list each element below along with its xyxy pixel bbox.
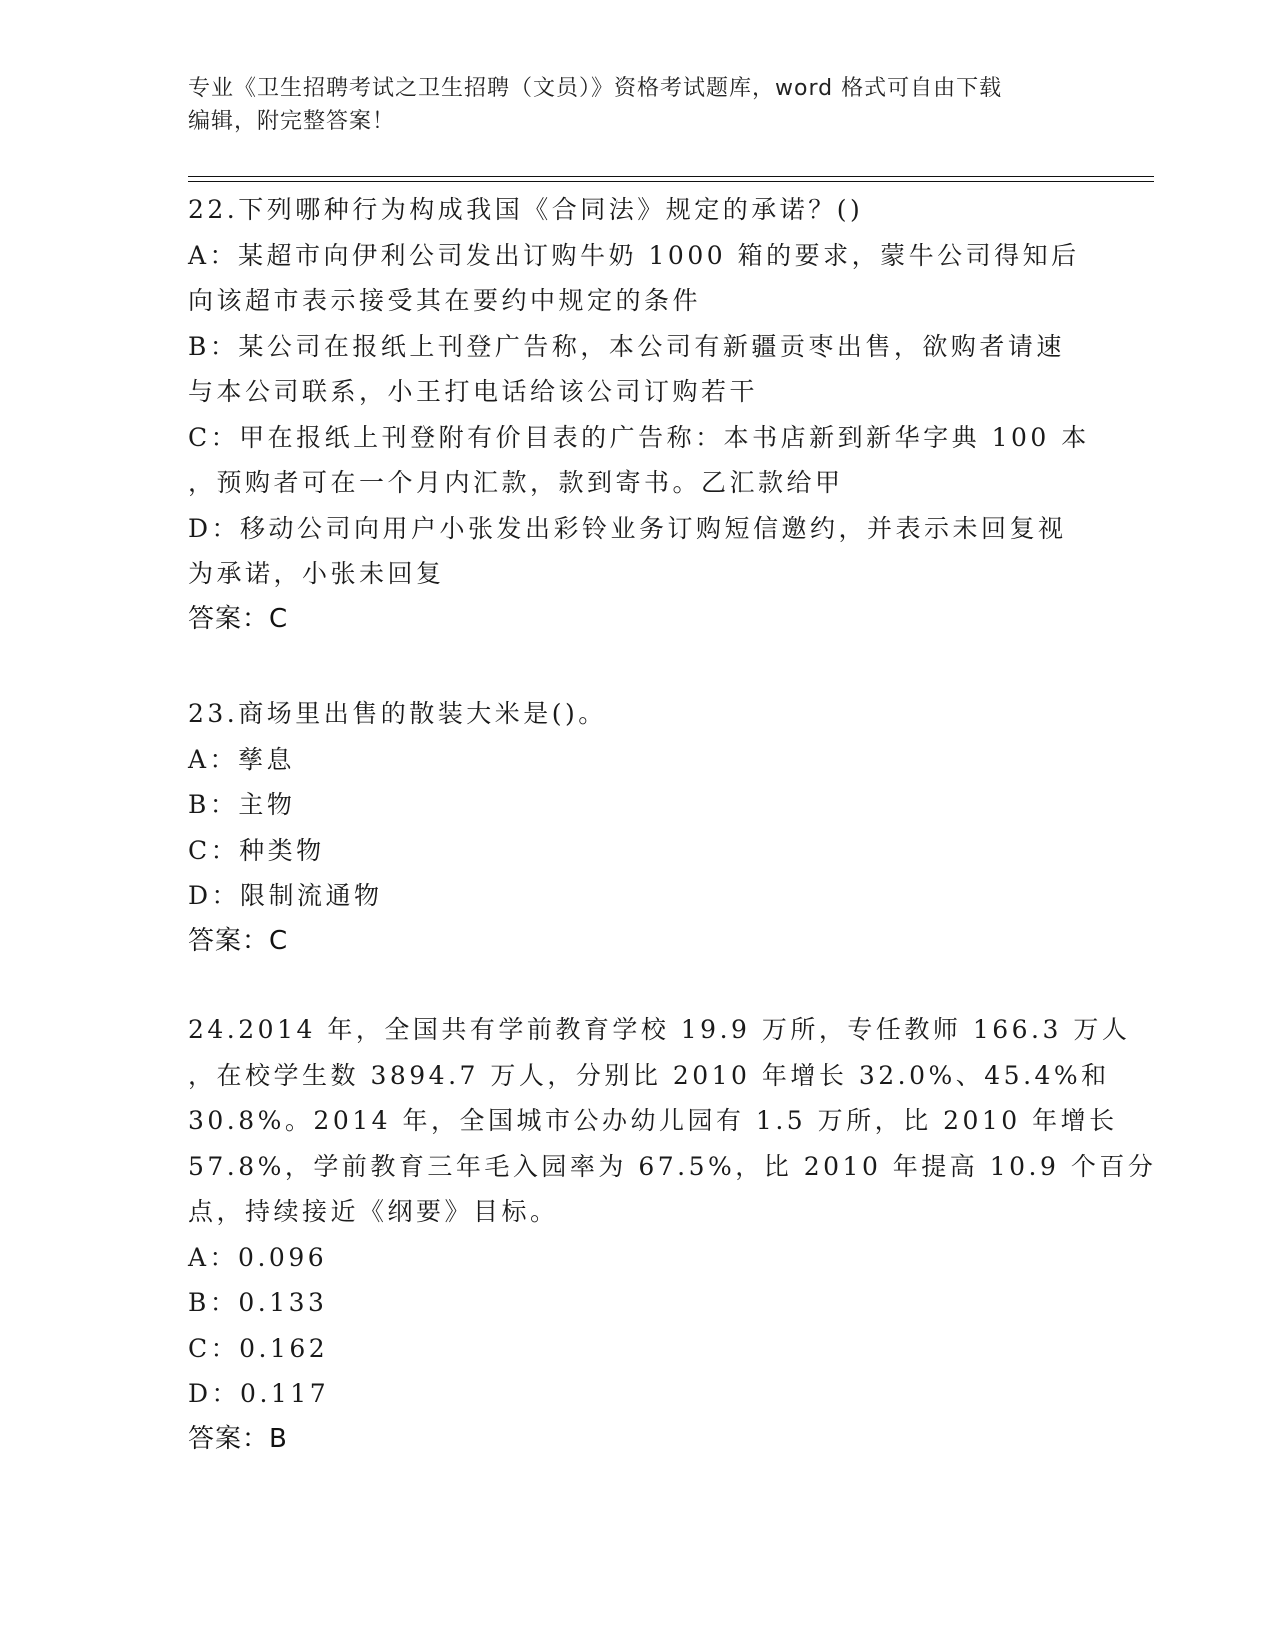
option-line: D：移动公司向用户小张发出彩铃业务订购短信邀约，并表示未回复视 bbox=[188, 513, 1067, 543]
question-24 bbox=[188, 1007, 1157, 1462]
question-stem: 点，持续接近《纲要》目标。 bbox=[188, 1197, 559, 1226]
option-line: A：孳息 bbox=[188, 744, 296, 774]
option-line: 与本公司联系，小王打电话给该公司订购若干 bbox=[188, 377, 759, 406]
header-divider bbox=[188, 176, 1154, 177]
option-line: B：某公司在报纸上刊登广告称，本公司有新疆贡枣出售，欲购者请速 bbox=[188, 331, 1065, 361]
option-line: D：0.117 bbox=[188, 1379, 330, 1408]
option-line: C：0.162 bbox=[188, 1333, 329, 1363]
header-divider bbox=[188, 181, 1154, 182]
question-22 bbox=[188, 187, 1090, 642]
option-line: A：某超市向伊利公司发出订购牛奶 1000 箱的要求，蒙牛公司得知后 bbox=[188, 240, 1080, 270]
option-line: 向该超市表示接受其在要约中规定的条件 bbox=[188, 286, 702, 315]
option-line: B：主物 bbox=[188, 790, 296, 819]
question-stem: 30.8%。2014 年，全国城市公办幼儿园有 1.5 万所，比 2010 年增长 bbox=[188, 1106, 1118, 1135]
header-line: 专业《卫生招聘考试之卫生招聘（文员）》资格考试题库，word 格式可自由下载 bbox=[188, 76, 1003, 101]
option-line: 为承诺，小张未回复 bbox=[188, 559, 445, 588]
header-line: 编辑，附完整答案！ bbox=[188, 109, 396, 134]
question-stem: 23.商场里出售的散装大米是()。 bbox=[188, 699, 607, 728]
option-line: C：甲在报纸上刊登附有价目表的广告称：本书店新到新华字典 100 本 bbox=[188, 422, 1090, 452]
answer-label: 答案：B bbox=[188, 1423, 288, 1454]
option-line: ，预购者可在一个月内汇款，款到寄书。乙汇款给甲 bbox=[188, 468, 844, 497]
option-line: A：0.096 bbox=[188, 1242, 328, 1272]
question-stem: 22.下列哪种行为构成我国《合同法》规定的承诺？() bbox=[188, 195, 864, 224]
answer-label: 答案：C bbox=[188, 925, 289, 956]
question-stem: 24.2014 年，全国共有学前教育学校 19.9 万所，专任教师 166.3 万人 bbox=[188, 1015, 1131, 1044]
question-23 bbox=[188, 691, 1078, 964]
answer-label: 答案：C bbox=[188, 603, 289, 634]
option-line: D：限制流通物 bbox=[188, 881, 383, 910]
question-stem: 57.8%，学前教育三年毛入园率为 67.5%，比 2010 年提高 10.9 个百分 bbox=[188, 1151, 1157, 1181]
question-stem: ，在校学生数 3894.7 万人，分别比 2010 年增长 32.0%、45.4%和 bbox=[188, 1060, 1110, 1090]
document-header bbox=[188, 72, 1088, 138]
option-line: B：0.133 bbox=[188, 1288, 328, 1317]
option-line: C：种类物 bbox=[188, 835, 325, 865]
